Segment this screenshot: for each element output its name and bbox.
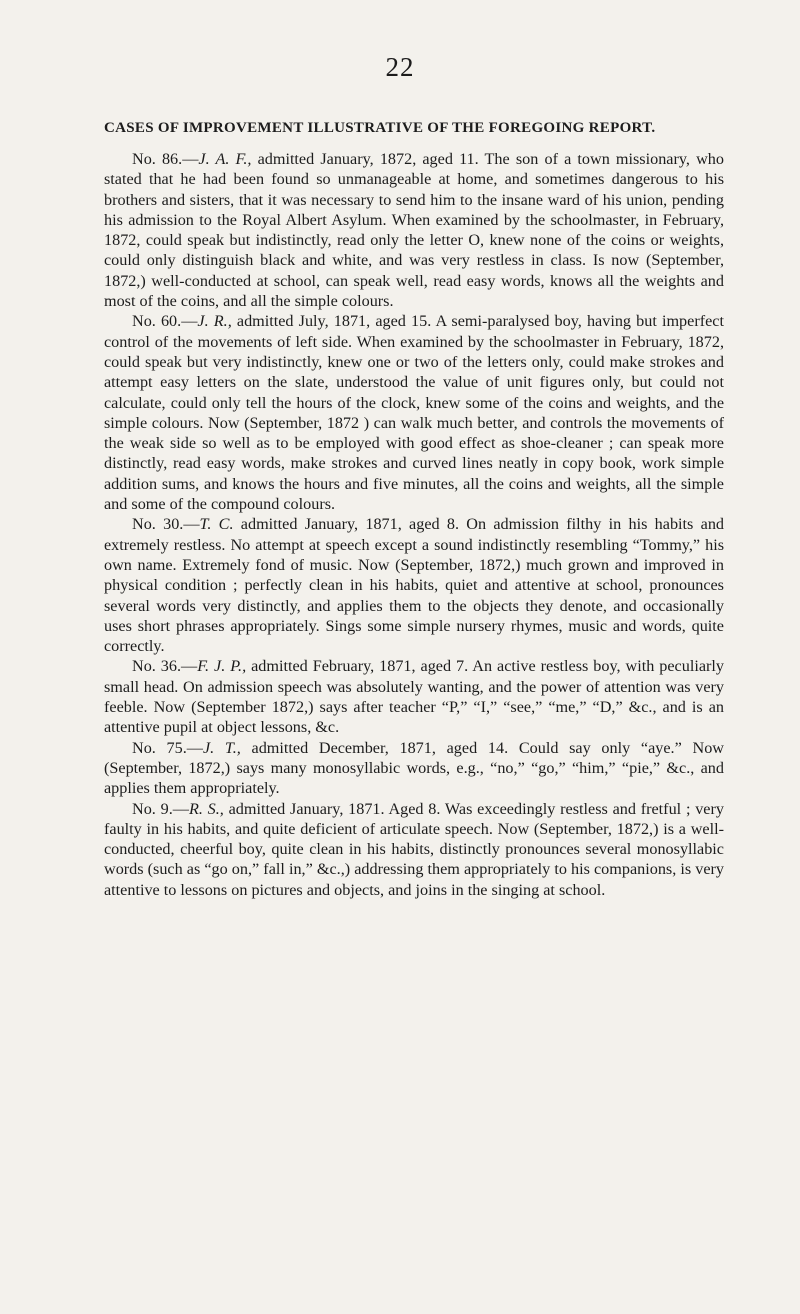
case-number: No. 30.— (132, 515, 200, 534)
case-text: admitted January, 1871, aged 8. On admission filthy in his habits and extremely restless. No attempt at speech except a sound indistinctly resembling “Tommy,” his own name. Extremely fond of music. Now (September, 1872,) much grown and improved in physical condition ; perfectly clean in his habits, quiet and attentive at school, pronounces several words very distinctly, and applies them to the objects they denote, and occasionally uses short phrases appropriately. Sings some simple nursery rhymes, music and words, quite correctly. (104, 515, 725, 656)
case-text: admitted January, 1871. Aged 8. Was exceedingly restless and fretful ; very faulty in his habits, and quite deficient of articulate speech. Now (September, 1872,) is a well-conducted, cheerful boy, quite clean in his habits, distinctly pronounces several monosyllabic words (such as “go on,” fall in,” &c.,) addressing them appropriately to his companions, is very attentive to lessons on pictures and objects, and joins in the singing at school. (104, 799, 724, 899)
case-paragraph (104, 656, 724, 737)
case-number: No. 36.— (132, 657, 198, 676)
case-number: No. 60.— (132, 312, 198, 331)
case-initials: J. T., (202, 738, 241, 757)
case-initials: J. R., (197, 312, 232, 331)
case-text: admitted December, 1871, aged 14. Could say only “aye.” Now (September, 1872,) says many monosyllabic words, e.g., “no,” “go,” “him,” “pie,” &c., and applies them appropriately. (104, 738, 724, 798)
case-text: admitted July, 1871, aged 15. A semi-paralysed boy, having but imperfect control of the movements of left side. When examined by the schoolmaster in February, 1872, could speak but very indistinctly, knew one or two of the letters only, could make strokes and attempt easy letters on the slate, understood the value of unit figures only, but could not calculate, could only tell the hours of the clock, knew some of the coins and weights, and the simple colours. Now (September, 1872 ) can walk much better, and controls the movements of the weak side so well as to be employed with good effect as shoe-cleaner ; can speak more distinctly, read easy words, make strokes and curved lines neatly in copy book, work simple addition sums, and knows the hours and five minutes, all the coins and weights, all the simple and some of the compound colours. (104, 312, 724, 514)
case-initials: F. J. P., (197, 657, 247, 676)
case-initials: T. C. (199, 515, 234, 534)
section-heading: CASES OF IMPROVEMENT ILLUSTRATIVE OF THE FOREGOING REPORT. (104, 120, 656, 136)
case-number: No. 9.— (132, 799, 189, 818)
page-number: 22 (385, 52, 415, 82)
case-paragraph (104, 311, 724, 514)
case-paragraph (104, 738, 724, 799)
case-list (104, 149, 724, 900)
case-number: No. 75.— (132, 738, 203, 757)
case-initials: J. A. F., (198, 150, 252, 168)
case-paragraph (104, 799, 724, 900)
case-paragraph (104, 149, 724, 311)
case-number: No. 86.— (132, 150, 199, 168)
case-text: admitted January, 1872, aged 11. The son of a town missionary, who stated that he had been found so unmanageable at home, and sometimes dangerous to his brothers and sisters, that it was necessary to send him to the insane ward of his union, pending his admission to the Royal Albert Asylum. When examined by the schoolmaster, in February, 1872, could speak but indistinctly, read only the letter O, knew none of the coins or weights, could only distinguish black and white, and was very restless in class. Is now (September, 1872,) well-conducted at school, can speak well, read easy words, knows all the weights and most of the coins, and all the simple colours. (104, 150, 724, 311)
case-paragraph (104, 514, 724, 656)
case-initials: R. S., (188, 799, 224, 818)
case-text: admitted February, 1871, aged 7. An active restless boy, with peculiarly small head. On admission speech was absolutely wanting, and the power of attention was very feeble. Now (September 1872,) says after teacher “P,” “I,” “see,” “me,” “D,” &c., and is an attentive pupil at object lessons, &c. (104, 657, 724, 737)
